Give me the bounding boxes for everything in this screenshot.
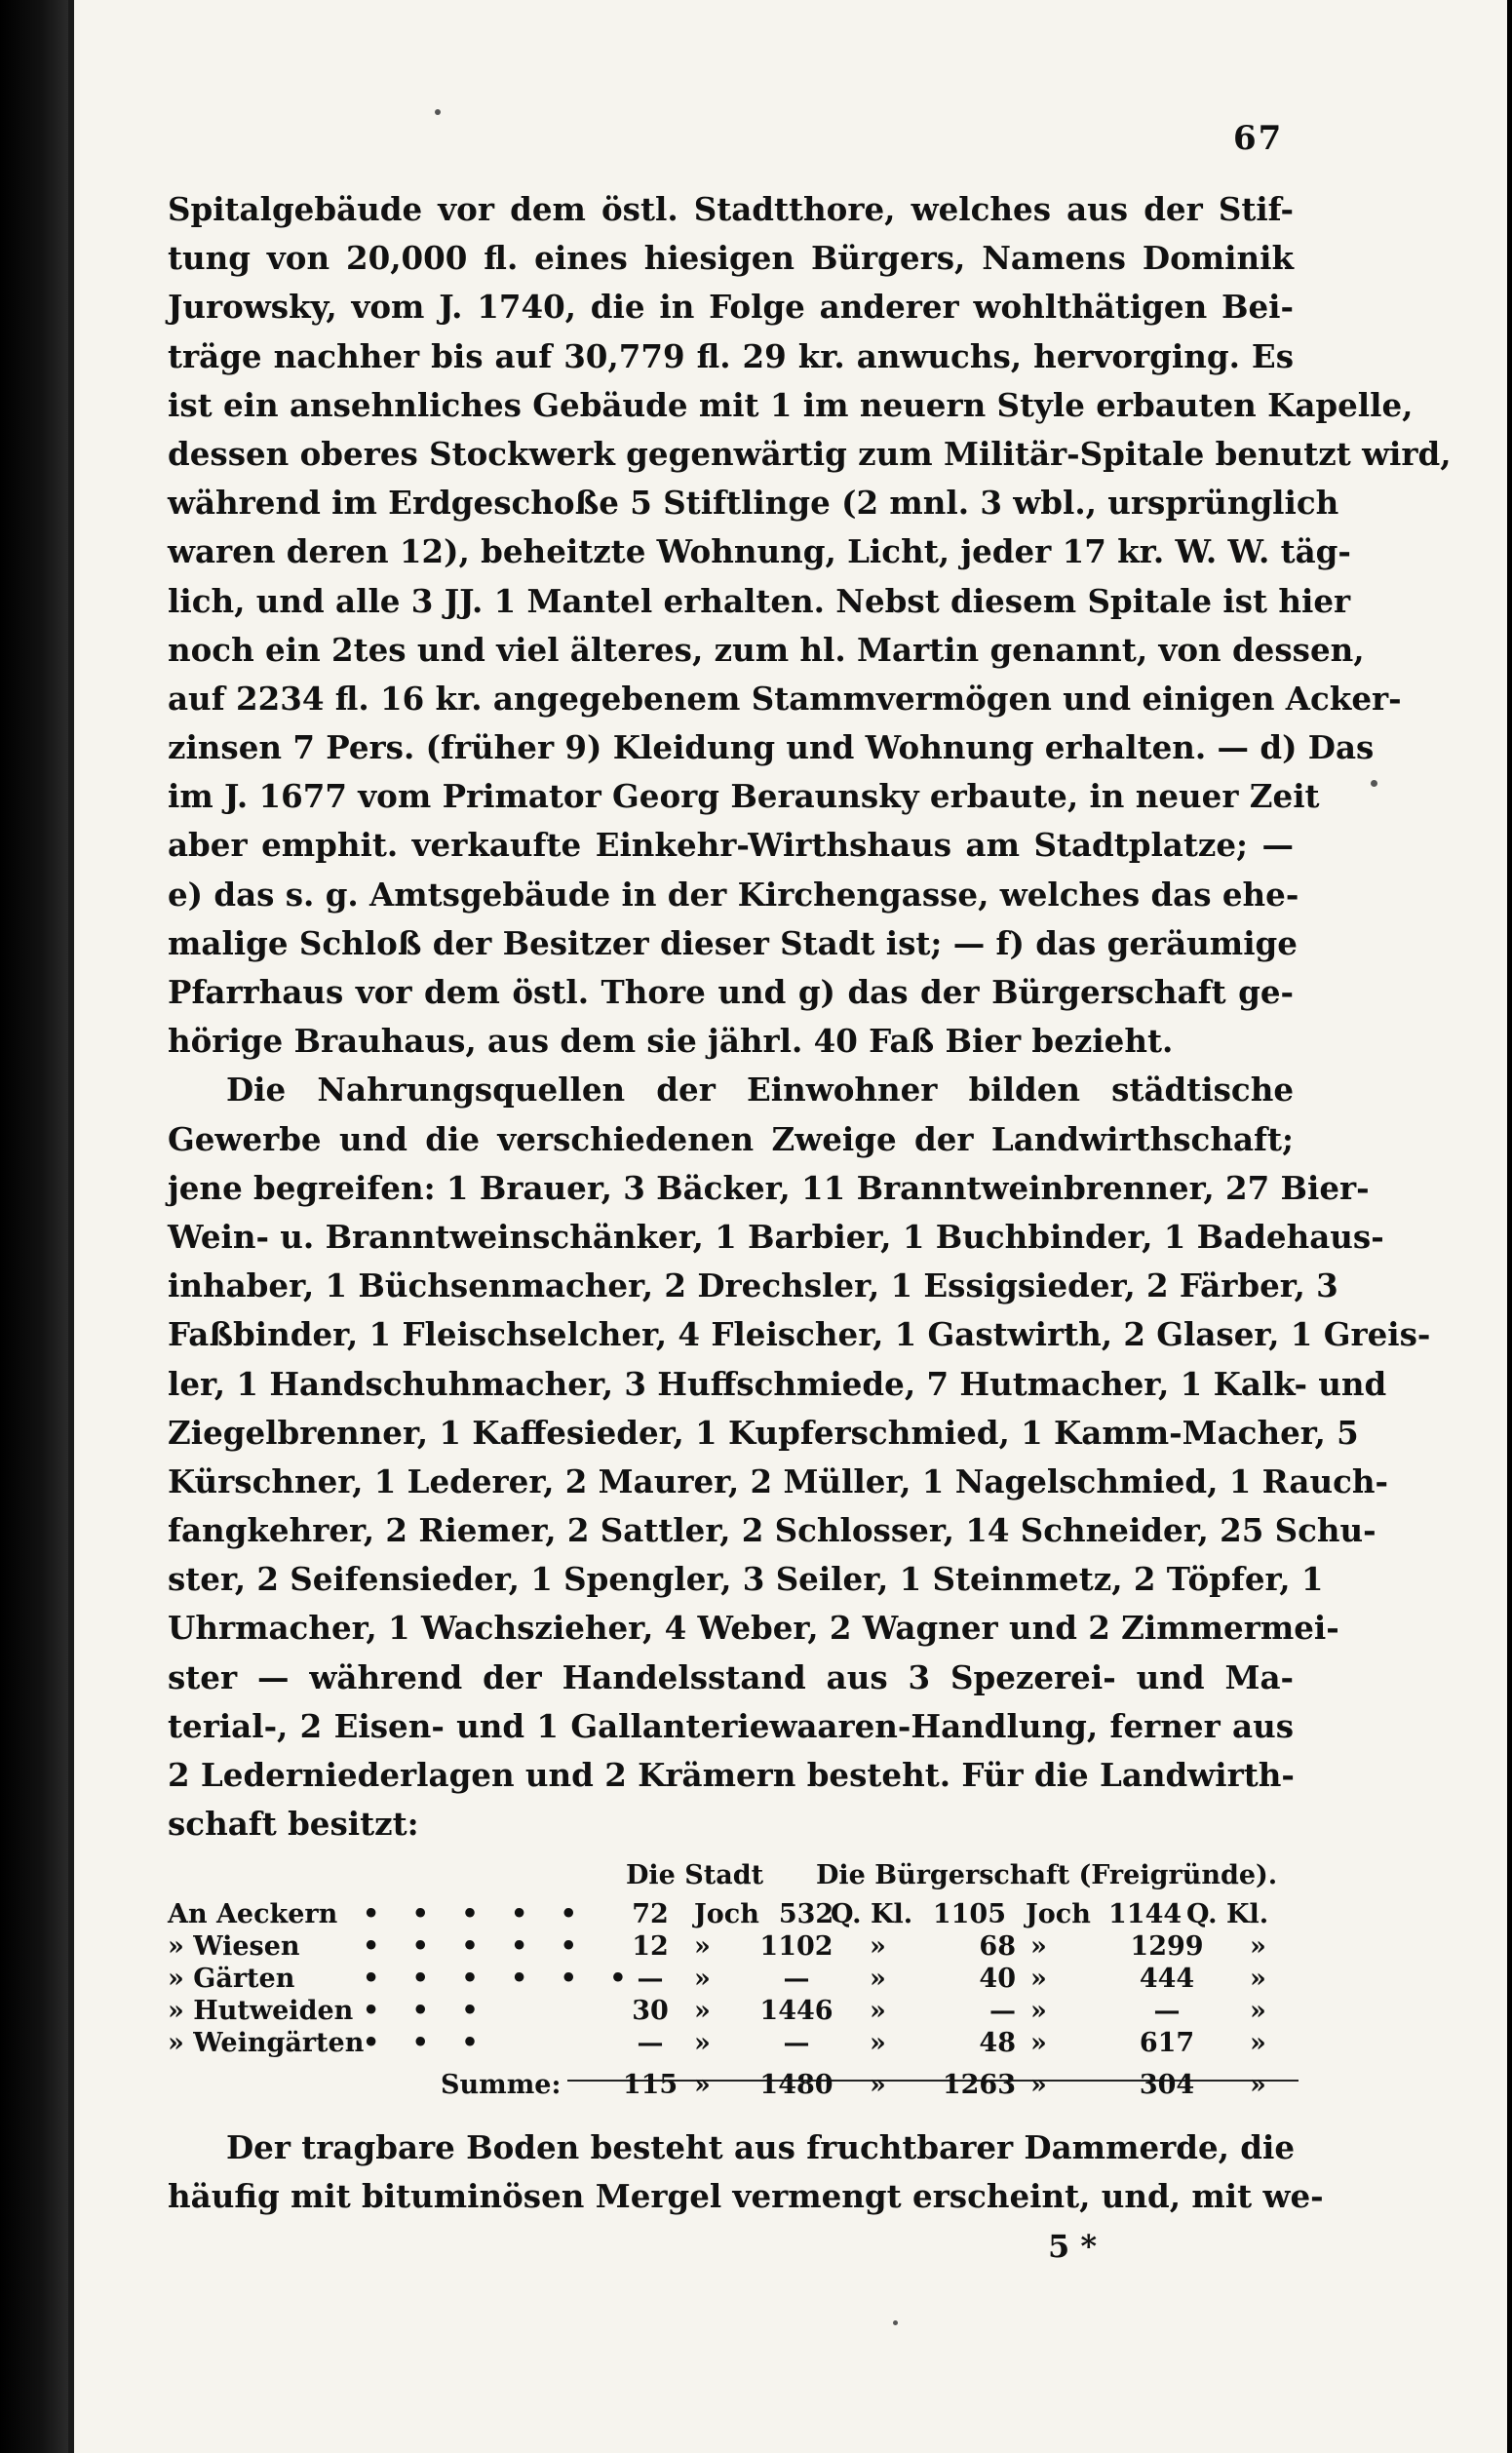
cell-buerger-joch: 40 [979, 1964, 1016, 1994]
land-table [168, 1860, 1299, 2105]
table-row [168, 2028, 1299, 2060]
cell-buerger-qkl: 1299 [1130, 1931, 1204, 1962]
text-line: fangkehrer, 2 Riemer, 2 Sattler, 2 Schlosser, 14 Schneider, 25 Schu- [168, 1511, 1376, 1550]
row-label: » Gärten [168, 1964, 295, 1994]
header-stadt: Die Stadt [626, 1860, 764, 1890]
text-line: Faßbinder, 1 Fleischselcher, 4 Fleischer, 1 Gastwirth, 2 Glaser, 1 Greis- [168, 1315, 1431, 1354]
cell-buerger-joch: 48 [979, 2028, 1016, 2058]
sum-ditto: » [1250, 2070, 1266, 2100]
text-line: e) das s. g. Amtsgebäude in der Kirchengasse, welches das ehe- [168, 875, 1299, 914]
cell-stadt-joch: 12 [632, 1931, 669, 1962]
ditto-mark: » [694, 2028, 711, 2058]
table-row [168, 1899, 1299, 1931]
cell-buerger-qkl: 617 [1139, 2028, 1195, 2058]
cell-buerger-joch: 1105 [932, 1899, 1006, 1929]
ditto-mark: » [1030, 1996, 1047, 2026]
closing-text [168, 2123, 1324, 2221]
text-line: ster — während der Handelsstand aus 3 Spezerei- und Ma- [168, 1657, 1294, 1696]
text-line: 2 Lederniederlagen und 2 Krämern besteht. Für die Landwirth- [168, 1756, 1295, 1794]
row-dots: • • • • • [363, 1931, 589, 1962]
text-line: waren deren 12), beheitzte Wohnung, Licht, jeder 17 kr. W. W. täg- [168, 532, 1351, 571]
text-line: träge nachher bis auf 30,779 fl. 29 kr. anwuchs, hervorging. Es [168, 336, 1294, 375]
text-line: aber emphit. verkaufte Einkehr-Wirthshaus am Stadtplatze; — [168, 826, 1294, 865]
text-line: Der tragbare Boden besteht aus fruchtbarer Dammerde, die [226, 2128, 1296, 2166]
text-line: häufig mit bituminösen Mergel vermengt erscheint, und, mit we- [168, 2177, 1324, 2216]
ditto-mark: » [870, 1931, 886, 1962]
body-text [168, 185, 1452, 1849]
text-line: malige Schloß der Besitzer dieser Stadt ist; — f) das geräumige [168, 923, 1298, 962]
ditto-mark: » [870, 1996, 886, 2026]
table-header [168, 1860, 1299, 1899]
row-label: » Wiesen [168, 1931, 300, 1962]
text-line: auf 2234 fl. 16 kr. angegebenem Stammvermögen und einigen Acker- [168, 679, 1402, 718]
unit-qkl: Q. Kl. [1186, 1899, 1269, 1929]
cell-stadt-qkl: — [783, 2028, 810, 2058]
cell-stadt-joch: 30 [632, 1996, 669, 2026]
sum-row [168, 2066, 1299, 2105]
table-row [168, 1931, 1299, 1964]
sum-ditto: » [694, 2070, 711, 2100]
cell-stadt-joch: — [637, 1964, 664, 1994]
row-dots: • • • [363, 1996, 490, 2026]
page-number: 67 [1233, 119, 1284, 158]
sum-ditto: » [870, 2070, 886, 2100]
text-line: ist ein ansehnliches Gebäude mit 1 im neuern Style erbauten Kapelle, [168, 385, 1414, 424]
sum-ditto: » [1030, 2070, 1047, 2100]
text-line: lich, und alle 3 JJ. 1 Mantel erhalten. Nebst diesem Spitale ist hier [168, 581, 1351, 620]
scan-speck [893, 2320, 898, 2325]
ditto-mark: » [1030, 2028, 1047, 2058]
sum-stadt-qkl: 1480 [759, 2070, 834, 2100]
ditto-mark: » [1250, 1996, 1266, 2026]
text-line: Jurowsky, vom J. 1740, die in Folge anderer wohlthätigen Bei- [168, 288, 1294, 327]
ditto-mark: » [1250, 1931, 1266, 1962]
text-line: Gewerbe und die verschiedenen Zweige der Landwirthschaft; [168, 1119, 1294, 1158]
ditto-mark: » [1250, 1964, 1266, 1994]
cell-stadt-qkl: 1446 [759, 1996, 834, 2026]
sum-stadt-joch: 115 [622, 2070, 678, 2100]
cell-stadt-qkl: 532 [778, 1899, 834, 1929]
ditto-mark: » [870, 1964, 886, 1994]
cell-buerger-joch: 68 [979, 1931, 1016, 1962]
cell-buerger-qkl: 444 [1139, 1964, 1195, 1994]
text-line: terial-, 2 Eisen- und 1 Gallanteriewaaren-Handlung, ferner aus [168, 1706, 1294, 1745]
text-line: Kürschner, 1 Lederer, 2 Maurer, 2 Müller, 1 Nagelschmied, 1 Rauch- [168, 1461, 1389, 1500]
cell-buerger-qkl: 1144 [1108, 1899, 1182, 1929]
cell-buerger-joch: — [989, 1996, 1016, 2026]
text-line: ster, 2 Seifensieder, 1 Spengler, 3 Seiler, 1 Steinmetz, 2 Töpfer, 1 [168, 1560, 1324, 1599]
text-line: dessen oberes Stockwerk gegenwärtig zum Militär-Spitale benutzt wird, [168, 434, 1452, 473]
text-line: schaft besitzt: [168, 1805, 419, 1844]
text-line: im J. 1677 vom Primator Georg Beraunsky erbaute, in neuer Zeit [168, 777, 1320, 816]
signature-mark: 5 * [1048, 2228, 1098, 2265]
unit-joch: Joch [1026, 1899, 1091, 1929]
ditto-mark: » [870, 2028, 886, 2058]
cell-stadt-joch: — [637, 2028, 664, 2058]
ditto-mark: » [694, 1964, 711, 1994]
text-line: zinsen 7 Pers. (früher 9) Kleidung und Wohnung erhalten. — d) Das [168, 728, 1375, 767]
text-line: inhaber, 1 Büchsenmacher, 2 Drechsler, 1 Essigsieder, 2 Färber, 3 [168, 1266, 1338, 1305]
cell-stadt-joch: 72 [632, 1899, 669, 1929]
cell-buerger-qkl: — [1153, 1996, 1181, 2026]
scan-border [0, 0, 68, 2453]
scan-speck [435, 109, 441, 115]
row-dots: • • • • • [363, 1899, 589, 1929]
text-line: Uhrmacher, 1 Wachszieher, 4 Weber, 2 Wagner und 2 Zimmermei- [168, 1609, 1339, 1648]
text-line: jene begreifen: 1 Brauer, 3 Bäcker, 11 Branntweinbrenner, 27 Bier- [168, 1168, 1370, 1207]
sum-buerger-joch: 1263 [942, 2070, 1016, 2100]
row-dots: • • • • • • [363, 1964, 639, 1994]
ditto-mark: » [1250, 2028, 1266, 2058]
text-line: Pfarrhaus vor dem östl. Thore und g) das der Bürgerschaft ge- [168, 973, 1294, 1011]
sum-buerger-qkl: 304 [1139, 2070, 1195, 2100]
ditto-mark: » [694, 1996, 711, 2026]
row-label: An Aeckern [168, 1899, 338, 1929]
cell-stadt-qkl: — [783, 1964, 810, 1994]
scan-speck [1371, 780, 1377, 787]
text-line: Wein- u. Branntweinschänker, 1 Barbier, 1 Buchbinder, 1 Badehaus- [168, 1217, 1384, 1256]
text-line: Spitalgebäude vor dem östl. Stadtthore, welches aus der Stif- [168, 190, 1294, 228]
text-line: ler, 1 Handschuhmacher, 3 Huffschmiede, 7 Hutmacher, 1 Kalk- und [168, 1364, 1387, 1403]
text-line: noch ein 2tes und viel älteres, zum hl. Martin genannt, von dessen, [168, 630, 1365, 669]
text-line: tung von 20,000 fl. eines hiesigen Bürgers, Namens Dominik [168, 239, 1294, 278]
table-row [168, 1996, 1299, 2028]
table-row [168, 1964, 1299, 1996]
row-dots: • • • [363, 2028, 490, 2058]
text-line: während im Erdgeschoße 5 Stiftlinge (2 mnl. 3 wbl., ursprünglich [168, 484, 1339, 523]
text-line: hörige Brauhaus, aus dem sie jährl. 40 Faß Bier bezieht. [168, 1022, 1174, 1061]
ditto-mark: » [1030, 1964, 1047, 1994]
cell-stadt-qkl: 1102 [759, 1931, 834, 1962]
header-buergerschaft: Die Bürgerschaft (Freigründe). [816, 1860, 1278, 1890]
sum-label: Summe: [441, 2070, 562, 2100]
text-line: Die Nahrungsquellen der Einwohner bilden städtische [226, 1071, 1294, 1110]
text-line: Ziegelbrenner, 1 Kaffesieder, 1 Kupferschmied, 1 Kamm-Macher, 5 [168, 1413, 1359, 1452]
unit-qkl: Q. Kl. [831, 1899, 913, 1929]
row-label: » Weingärten [168, 2028, 365, 2058]
row-label: » Hutweiden [168, 1996, 354, 2026]
ditto-mark: » [1030, 1931, 1047, 1962]
unit-joch: Joch [694, 1899, 759, 1929]
ditto-mark: » [694, 1931, 711, 1962]
